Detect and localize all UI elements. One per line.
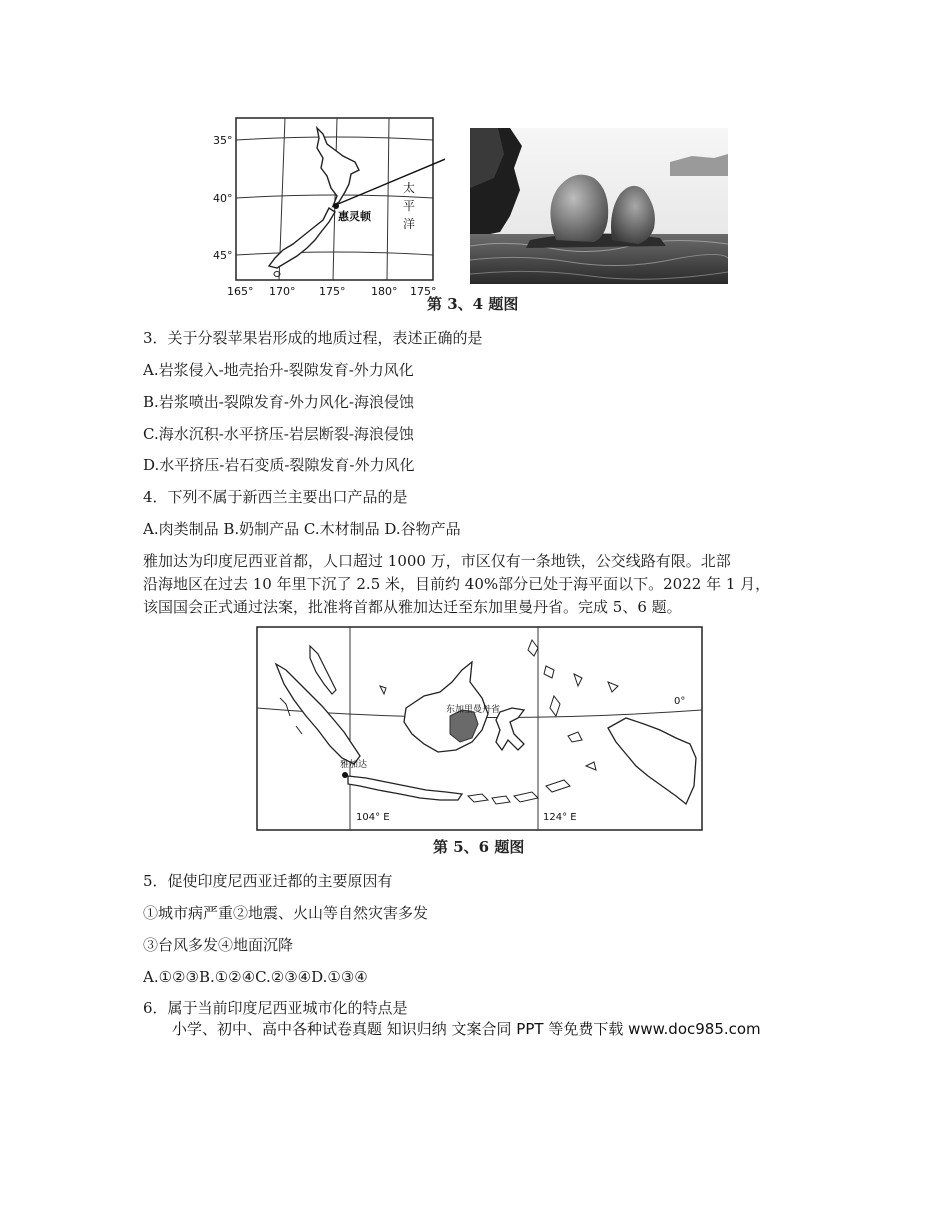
- passage-line-2: 沿海地区在过去 10 年里下沉了 2.5 米，目前约 40%部分已处于海平面以下。2022 年 1 月，: [143, 575, 771, 593]
- question-3: 3．关于分裂苹果岩形成的地质过程，表述正确的是: [143, 329, 483, 347]
- equator-label: 0°: [674, 696, 686, 707]
- question-5-item-3-4: ③台风多发④地面沉降: [143, 936, 294, 954]
- wellington-label: 惠灵顿: [338, 210, 371, 223]
- question-5-item-1-2: ①城市病严重②地震、火山等自然灾害多发: [143, 904, 429, 922]
- ocean-label-1: 太: [403, 181, 416, 195]
- ocean-label-3: 洋: [403, 217, 416, 231]
- lon-label-165: 165°: [227, 285, 254, 298]
- split-apple-rock-photo: [470, 128, 728, 284]
- question-6: 6．属于当前印度尼西亚城市化的特点是: [143, 999, 408, 1017]
- nz-map: [205, 110, 445, 300]
- figure1-caption: 第 3、4 题图: [427, 295, 519, 313]
- lon-label-124e: 124° E: [543, 812, 577, 823]
- passage-line-3: 该国国会正式通过法案，批准将首都从雅加达迁至东加里曼丹省。完成 5、6 题。: [143, 598, 682, 616]
- passage-line-1: 雅加达为印度尼西亚首都，人口超过 1000 万，市区仅有一条地铁，公交线路有限。北部: [143, 552, 731, 570]
- question-3-option-d: D.水平挤压-岩石变质-裂隙发育-外力风化: [143, 456, 415, 474]
- question-3-option-b: B.岩浆喷出-裂隙发育-外力风化-海浪侵蚀: [143, 393, 414, 411]
- lon-label-180: 180°: [371, 285, 398, 298]
- lat-label-45: 45°: [213, 249, 233, 262]
- east-kalimantan-label: 东加里曼丹省: [446, 705, 501, 715]
- question-4-options: A.肉类制品 B.奶制产品 C.木材制品 D.谷物产品: [143, 520, 461, 538]
- lat-label-35: 35°: [213, 134, 233, 147]
- figure2-caption: 第 5、6 题图: [433, 838, 525, 856]
- question-3-option-a: A.岩浆侵入-地壳抬升-裂隙发育-外力风化: [143, 361, 414, 379]
- indonesia-map: [256, 626, 704, 832]
- lon-label-170: 170°: [269, 285, 296, 298]
- footer-banner[interactable]: 小学、初中、高中各种试卷真题 知识归纳 文案合同 PPT 等免费下载 www.doc985.com: [172, 1020, 761, 1038]
- ocean-label-2: 平: [403, 199, 416, 213]
- lon-label-175: 175°: [319, 285, 346, 298]
- lon-label-175w: 175°: [410, 285, 437, 298]
- question-3-option-c: C.海水沉积-水平挤压-岩层断裂-海浪侵蚀: [143, 425, 414, 443]
- lon-label-104e: 104° E: [356, 812, 390, 823]
- question-5: 5．促使印度尼西亚迁都的主要原因有: [143, 872, 393, 890]
- lat-label-40: 40°: [213, 192, 233, 205]
- question-5-options: A.①②③B.①②④C.②③④D.①③④: [143, 968, 368, 986]
- jakarta-label: 雅加达: [340, 760, 368, 770]
- question-4: 4．下列不属于新西兰主要出口产品的是: [143, 488, 408, 506]
